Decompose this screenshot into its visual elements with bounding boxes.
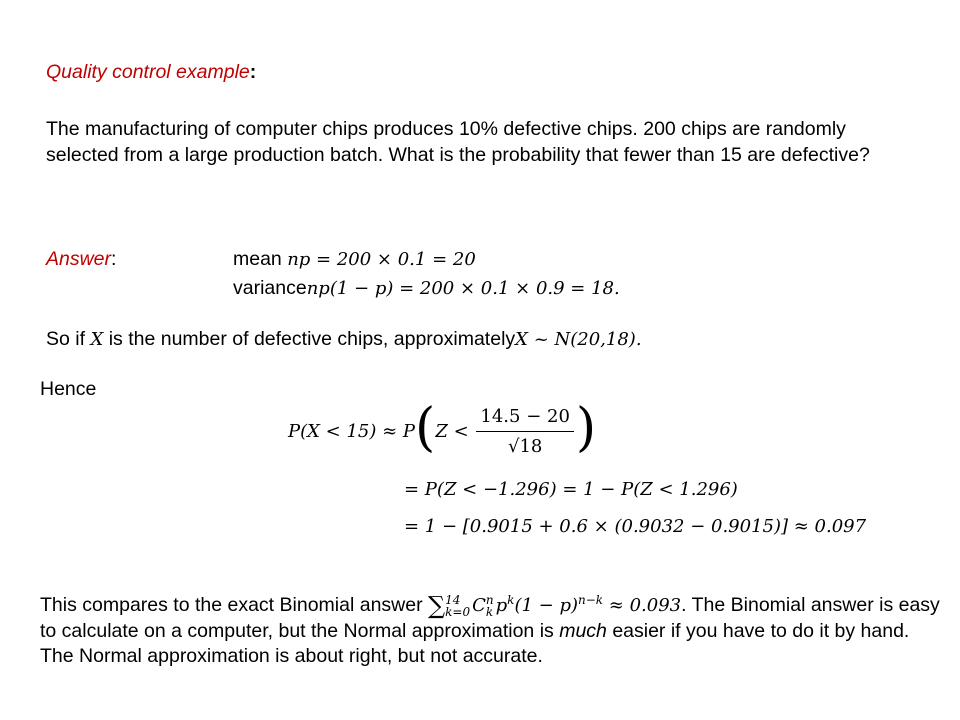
eq1-lhs: P(X < 15) ≈ P <box>288 421 416 442</box>
answer-label <box>46 246 116 272</box>
conclusion-text <box>40 588 940 670</box>
variance-word: variance <box>233 277 307 299</box>
so-if-variable: X <box>90 329 104 350</box>
equation-2: = P(Z < −1.296) = 1 − P(Z < 1.296) <box>404 479 738 500</box>
variance-line <box>233 275 620 302</box>
sqrt-icon: √ <box>507 436 520 457</box>
answer-label-text: Answer <box>46 248 112 270</box>
answer-label-colon: : <box>111 248 117 270</box>
so-if-prefix: So if <box>46 328 86 350</box>
term-tail: (1 − p) <box>514 595 578 616</box>
eq1-fraction <box>476 405 574 459</box>
variance-expression: np(1 − p) = 200 × 0.1 × 0.9 = 18. <box>306 278 620 299</box>
eq1-denominator <box>476 432 574 459</box>
approx-value: ≈ 0.093 <box>608 595 682 616</box>
mean-expression: np = 200 × 0.1 = 20 <box>287 249 476 270</box>
equation-1 <box>288 400 596 466</box>
sum-upper: 14 <box>445 593 461 607</box>
conclusion-part2: . The Binomial answer is easy to calculate on a computer, but the Normal approximation is <box>40 594 940 642</box>
conclusion-emphasis: much <box>559 619 607 642</box>
hence-text: Hence <box>40 378 97 400</box>
binom-sup: n <box>485 593 494 607</box>
sum-lower: k=0 <box>445 605 471 619</box>
eq1-numerator: 14.5 − 20 <box>476 405 574 432</box>
conclusion-part1: This compares to the exact Binomial answer <box>40 594 423 616</box>
eq1-z: Z < <box>435 421 469 442</box>
problem-text: The manufacturing of computer chips produces 10% defective chips. 200 chips are randomly selected from a large production batch. What is the probability that fewer than 15 are defective? <box>46 118 870 166</box>
heading-title: Quality control example <box>46 61 250 83</box>
conclusion-part3: easier if you have to do it by hand. The Normal approximation is about right, but not accurate. <box>40 619 910 668</box>
heading-colon: : <box>249 61 257 83</box>
binom-c: C <box>472 595 486 616</box>
mean-line <box>233 246 476 273</box>
so-if-distribution: X ~ N(20,18). <box>515 329 642 350</box>
term-tail-exp: n−k <box>578 593 604 607</box>
heading <box>46 59 256 85</box>
mean-word: mean <box>233 248 282 270</box>
eq1-radicand: 18 <box>519 436 543 457</box>
so-if-line <box>46 326 642 353</box>
sigma-icon: ∑ <box>428 591 446 620</box>
equation-3: = 1 − [0.9015 + 0.6 × (0.9032 − 0.9015)] ≈ 0.097 <box>404 516 867 537</box>
eq1-left-paren: ( <box>415 398 436 458</box>
term-p: p <box>495 595 508 616</box>
binom-indices <box>486 594 494 618</box>
binom-sub: k <box>485 605 494 619</box>
so-if-middle: is the number of defective chips, approximately <box>108 328 516 350</box>
binomial-sum <box>428 591 682 620</box>
eq1-right-paren: ) <box>575 398 597 458</box>
sum-limits <box>445 594 470 618</box>
term-p-exp: k <box>507 593 515 607</box>
